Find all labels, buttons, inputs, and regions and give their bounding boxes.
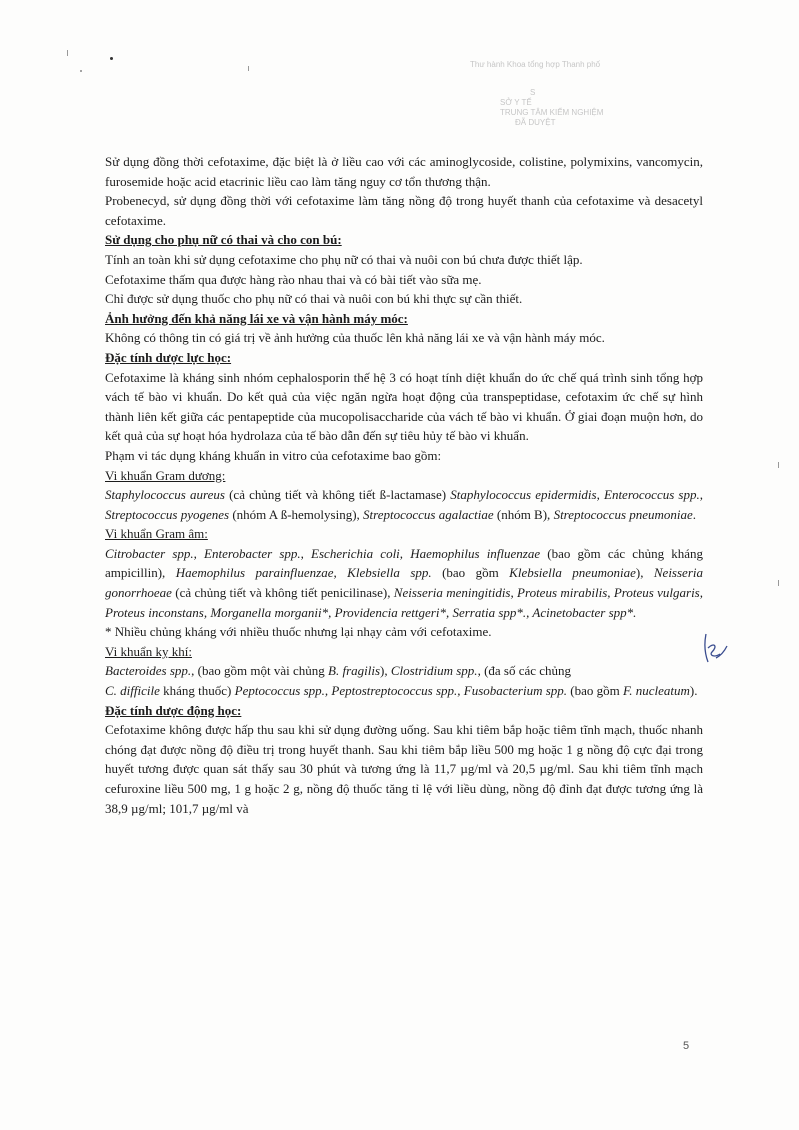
subheading-gram-negative: Vi khuẩn Gram âm: bbox=[105, 526, 208, 542]
subheading-anaerobic: Vi khuẩn kỵ khí: bbox=[105, 643, 192, 659]
paragraph-probenecid: Probenecyd, sử dụng đồng thời với cefotaxime làm tăng nồng độ trong huyết thanh của cefotaxime và desacetyl cefotaxime. bbox=[105, 193, 703, 228]
paragraph-driving: Không có thông tin có giá trị về ảnh hưởng của thuốc lên khả năng lái xe và vận hành máy móc. bbox=[105, 330, 605, 346]
paragraph-pregnancy-2: Cefotaxime thấm qua được hàng rào nhau thai và có bài tiết vào sữa mẹ. bbox=[105, 271, 482, 287]
scan-mark bbox=[778, 580, 779, 586]
scan-mark bbox=[778, 462, 779, 468]
approval-stamp bbox=[470, 60, 650, 145]
paragraph-gram-negative-note: * Nhiều chủng kháng với nhiều thuốc nhưng lại nhạy cảm với cefotaxime. bbox=[105, 624, 492, 640]
paragraph-pregnancy-1: Tính an toàn khi sử dụng cefotaxime cho phụ nữ có thai và nuôi con bú chưa được thiết lập. bbox=[105, 251, 583, 267]
stamp-line: Thư hành Khoa tổng hợp Thanh phố bbox=[470, 60, 601, 69]
stamp-line: SỞ Y TẾ bbox=[500, 98, 532, 107]
paragraph-spectrum-intro: Phạm vi tác dụng kháng khuẩn in vitro của cefotaxime bao gồm: bbox=[105, 447, 442, 463]
document-body bbox=[105, 152, 703, 818]
stamp-line: TRUNG TÂM KIỂM NGHIỆM bbox=[500, 108, 604, 117]
paragraph-pharmacodynamics: Cefotaxime là kháng sinh nhóm cephalosporin thế hệ 3 có hoạt tính diệt khuẩn do ức chế quá trình sinh tổng hợp vách tế bào vi khuẩn. Do kết quả của việc ngăn ngừa hoạt động của transpeptidase, cefotaxim ức chế sự hình thành liên kết giữa các pentapeptide của mucopolisaccharide của vách tế bào vi khuẩn. Ở giai đoạn muộn hơn, do kết quả của sự hoạt hóa hydrolaza của tế bào dẫn đến sự tiêu hủy tế bào vi khuẩn. bbox=[105, 369, 703, 444]
page-number: 5 bbox=[683, 1040, 690, 1052]
scan-mark bbox=[67, 50, 68, 56]
paragraph-gram-positive: Staphylococcus aureus (cả chủng tiết và không tiết ß-lactamase) Staphylococcus epidermidis, Enterococcus spp., Streptococcus pyogenes (nhóm A ß-hemolysing), Streptococcus agalactiae (nhóm B), Streptococcus pneumoniae. bbox=[105, 487, 703, 522]
paragraph-pregnancy-3: Chỉ được sử dụng thuốc cho phụ nữ có thai và nuôi con bú khi thực sự cần thiết. bbox=[105, 291, 523, 307]
handwritten-initials-icon bbox=[700, 628, 730, 668]
paragraph-gram-negative: Citrobacter spp., Enterobacter spp., Escherichia coli, Haemophilus influenzae (bao gồm các chủng kháng ampicillin), Haemophilus parainfluenzae, Klebsiella spp. (bao gồm Klebsiella pneumoniae), Neisseria gonorrhoeae (cả chủng tiết và không tiết penicilinase), Neisseria meningitidis, Proteus mirabilis, Proteus vulgaris, Proteus inconstans, Morganella morganii*, Providencia rettgeri*, Serratia spp*., Acinetobacter spp*. bbox=[105, 545, 704, 620]
section-heading-pharmacodynamics: Đặc tính dược lực học: bbox=[105, 349, 232, 365]
subheading-gram-positive: Vi khuẩn Gram dương: bbox=[105, 467, 226, 483]
section-heading-driving: Ảnh hưởng đến khả năng lái xe và vận hành máy móc: bbox=[105, 310, 408, 326]
section-heading-pregnancy: Sử dụng cho phụ nữ có thai và cho con bú: bbox=[105, 232, 342, 248]
section-heading-pharmacokinetics: Đặc tính dược động học: bbox=[105, 702, 242, 718]
paragraph-pharmacokinetics: Cefotaxime không được hấp thu sau khi sử dụng đường uống. Sau khi tiêm bắp hoặc tiêm tĩnh mạch, thuốc nhanh chóng đạt được nồng độ điều trị trong huyết thanh. Sau khi tiêm bắp liều 500 mg hoặc 1 g nồng độ cực đại trong huyết tương được quan sát thấy sau 30 phút và tương ứng là 11,7 µg/ml và 20,5 µg/ml. Sau khi tiêm tĩnh mạch cefuroxine liều 500 mg, 1 g hoặc 2 g, nồng độ thuốc tăng tỉ lệ với liều dùng, nồng độ đỉnh đạt được tương ứng là 38,9 µg/ml; 101,7 µg/ml và bbox=[105, 722, 703, 816]
scan-speck bbox=[110, 57, 113, 60]
scan-mark bbox=[248, 66, 249, 71]
paragraph-anaerobic: Bacteroides spp., (bao gồm một vài chủng B. fragilis), Clostridium spp., (đa số các chủng C. difficile kháng thuốc) Peptococcus spp., Peptostreptococcus spp., Fusobacterium spp. (bao gồm F. nucleatum). bbox=[105, 663, 698, 699]
stamp-line: ĐÃ DUYỆT bbox=[515, 118, 556, 127]
paragraph-interactions: Sử dụng đồng thời cefotaxime, đặc biệt là ở liều cao với các aminoglycoside, colistine, polymixins, vancomycin, furosemide hoặc acid etacrinic liều cao làm tăng nguy cơ tổn thương thận. bbox=[105, 154, 703, 189]
stamp-line: S bbox=[530, 88, 536, 97]
scan-speck bbox=[80, 70, 82, 72]
